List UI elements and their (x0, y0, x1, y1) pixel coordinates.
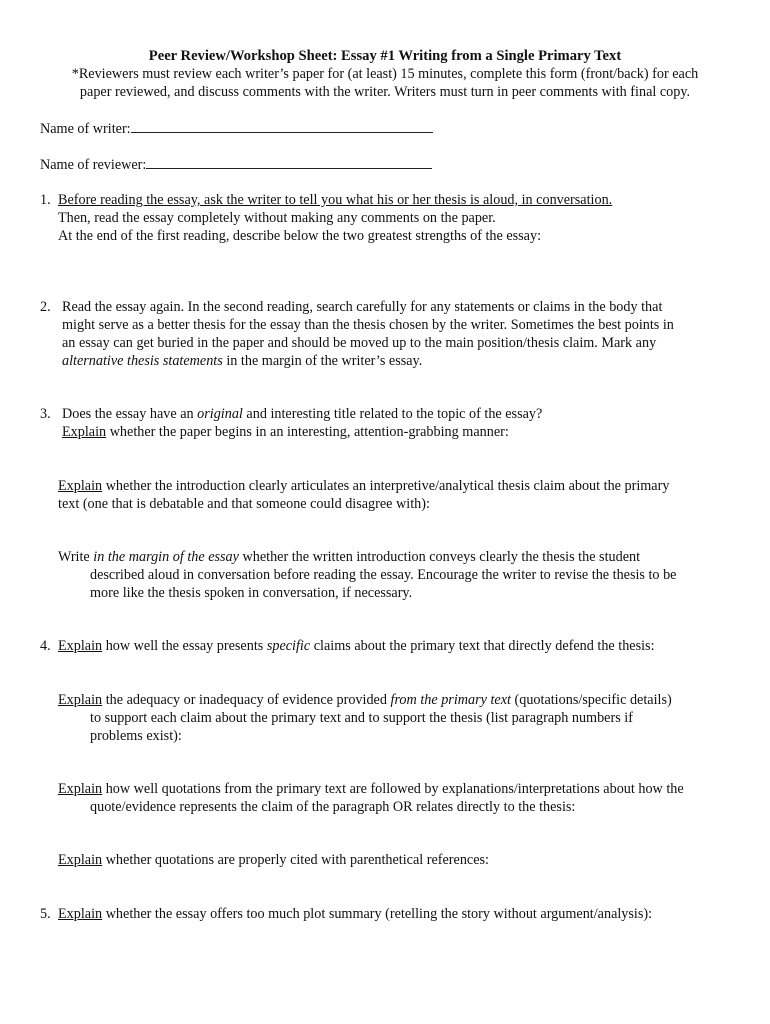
q4-evidence-italic: from the primary text (390, 692, 511, 708)
q3-line-1-a: Does the essay have an (62, 406, 198, 422)
q4-explain-word-4: Explain (58, 852, 103, 868)
q5-line-1 (58, 905, 652, 923)
q3-explain-word-2: Explain (58, 478, 103, 494)
q3-number: 3. (40, 406, 51, 422)
q4-quote-line-2: quote/evidence represents the claim of the paragraph OR relates directly to the thesis: (90, 799, 576, 815)
q5-number: 5. (40, 906, 51, 922)
q4-cite-rest: whether quotations are properly cited with parenthetical references: (102, 852, 489, 868)
q3-explain-word-1: Explain (62, 424, 107, 440)
q4-cite-line (58, 851, 489, 869)
instructions-line-2: paper reviewed, and discuss comments with the writer. Writers must turn in peer comments with final copy. (79, 84, 691, 100)
q2-line-3: an essay can get buried in the paper and should be moved up to the main position/thesis claim. Mark any (62, 335, 657, 351)
q4-quote-line-1 (58, 780, 684, 798)
q3-line-1 (62, 405, 542, 423)
q3-intro-line-1 (58, 477, 669, 495)
q4-italic-specific: specific (266, 638, 311, 654)
q1-number: 1. (40, 192, 51, 208)
q3-italic-original: original (197, 406, 243, 422)
q2-italic-phrase: alternative thesis statements (62, 353, 223, 369)
q3-margin-line-1 (58, 548, 640, 566)
instructions-line-1: *Reviewers must review each writer’s paper for (at least) 15 minutes, complete this form (front/back) for each (71, 66, 699, 82)
q4-evidence-line-2: to support each claim about the primary text and to support the thesis (list paragraph numbers if (90, 710, 633, 726)
writer-name-label: Name of writer: (40, 121, 131, 137)
writer-name-field[interactable] (131, 119, 433, 133)
q3-intro-rest: whether the introduction clearly articulates an interpretive/analytical thesis claim about the primary (102, 478, 670, 494)
q3-margin-b: whether the written introduction conveys clearly the thesis the student (238, 549, 641, 565)
q4-evidence-b: (quotations/specific details) (510, 692, 672, 708)
q3-line-2 (62, 423, 509, 441)
q4-number: 4. (40, 638, 51, 654)
q4-explain-word-3: Explain (58, 781, 103, 797)
q3-margin-a: Write (58, 549, 94, 565)
reviewer-name-label: Name of reviewer: (40, 157, 147, 173)
q1-line-1: Before reading the essay, ask the writer to tell you what his or her thesis is aloud, in conversation. (58, 192, 613, 208)
q5-explain-word: Explain (58, 906, 103, 922)
q4-line-1 (58, 637, 655, 655)
q2-line-1: Read the essay again. In the second reading, search carefully for any statements or claims in the body that (62, 299, 663, 315)
q1-line-3: At the end of the first reading, describe below the two greatest strengths of the essay: (58, 228, 542, 244)
q2-number: 2. (40, 299, 51, 315)
q4-quote-rest: how well quotations from the primary text are followed by explanations/interpretations about how the (102, 781, 684, 797)
q4-explain-word-2: Explain (58, 692, 103, 708)
q4-evidence-line-1 (58, 691, 672, 709)
q5-line-1-rest: whether the essay offers too much plot summary (retelling the story without argument/analysis): (102, 906, 653, 922)
q3-margin-line-3: more like the thesis spoken in conversation, if necessary. (90, 585, 413, 601)
writer-name-row (40, 119, 433, 138)
q3-margin-line-2: described aloud in conversation before reading the essay. Encourage the writer to revise the thesis to be (90, 567, 677, 583)
page-title: Peer Review/Workshop Sheet: Essay #1 Writing from a Single Primary Text (148, 48, 622, 64)
reviewer-name-row (40, 155, 432, 174)
q4-evidence-line-3: problems exist): (90, 728, 182, 744)
reviewer-name-field[interactable] (146, 155, 432, 169)
q4-evidence-a: the adequacy or inadequacy of evidence provided (102, 692, 391, 708)
q2-line-4-rest: in the margin of the writer’s essay. (222, 353, 423, 369)
q4-line-1-b: claims about the primary text that directly defend the thesis: (310, 638, 655, 654)
q4-line-1-a: how well the essay presents (102, 638, 267, 654)
q1-line-2: Then, read the essay completely without making any comments on the paper. (58, 210, 496, 226)
q2-line-2: might serve as a better thesis for the essay than the thesis chosen by the writer. Sometimes the best points in (62, 317, 674, 333)
q4-explain-word-1: Explain (58, 638, 103, 654)
q3-margin-italic: in the margin of the essay (93, 549, 239, 565)
q3-intro-line-2: text (one that is debatable and that someone could disagree with): (58, 496, 430, 512)
q3-line-2-rest: whether the paper begins in an interesting, attention-grabbing manner: (106, 424, 509, 440)
q2-line-4 (62, 352, 422, 370)
q3-line-1-b: and interesting title related to the topic of the essay? (242, 406, 543, 422)
